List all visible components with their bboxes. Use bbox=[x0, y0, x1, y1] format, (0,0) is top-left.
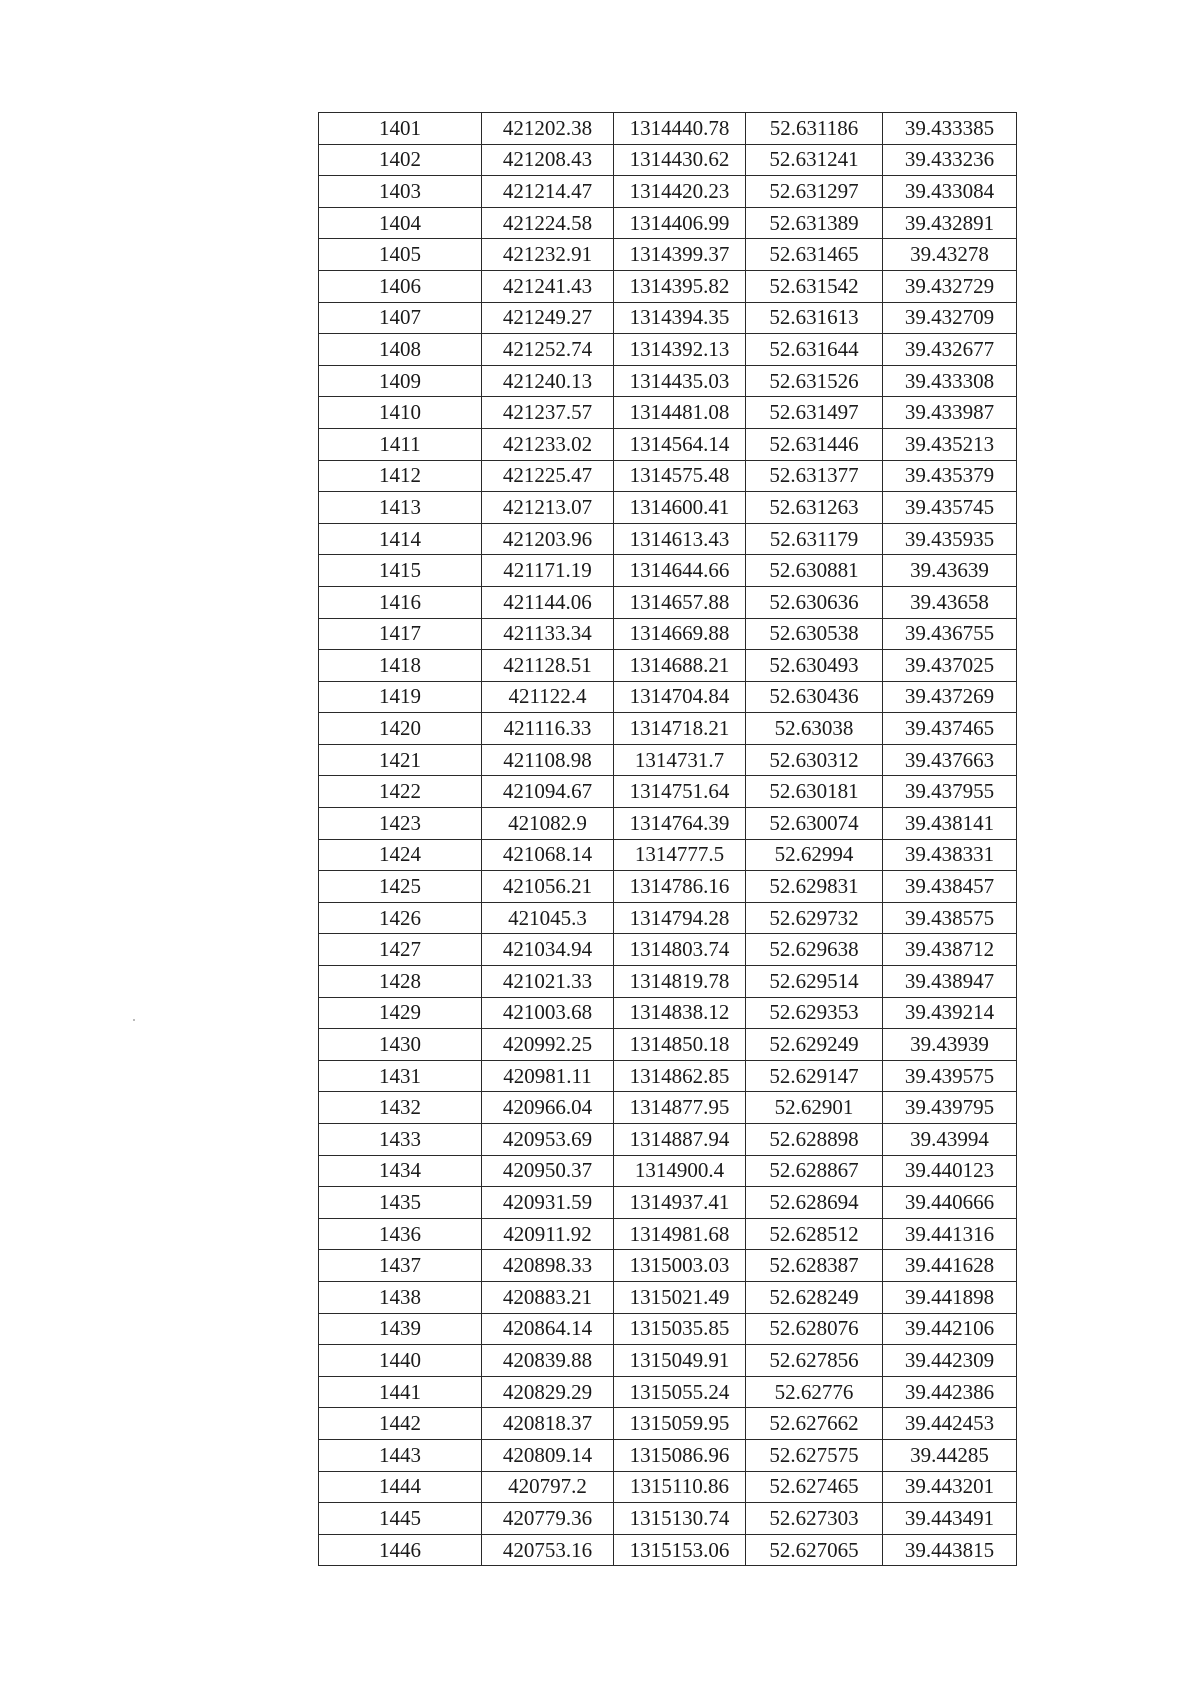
longitude-cell: 39.438712 bbox=[883, 934, 1017, 966]
point-number-cell: 1426 bbox=[319, 902, 482, 934]
y-coordinate-cell: 1314838.12 bbox=[614, 997, 746, 1029]
x-coordinate-cell: 420966.04 bbox=[482, 1092, 614, 1124]
longitude-cell: 39.438141 bbox=[883, 808, 1017, 840]
table-row bbox=[319, 428, 1017, 460]
table-row bbox=[319, 1187, 1017, 1219]
y-coordinate-cell: 1314657.88 bbox=[614, 586, 746, 618]
latitude-cell: 52.63038 bbox=[746, 713, 883, 745]
y-coordinate-cell: 1314794.28 bbox=[614, 902, 746, 934]
x-coordinate-cell: 421202.38 bbox=[482, 113, 614, 145]
x-coordinate-cell: 420992.25 bbox=[482, 1029, 614, 1061]
point-number-cell: 1430 bbox=[319, 1029, 482, 1061]
x-coordinate-cell: 420864.14 bbox=[482, 1313, 614, 1345]
point-number-cell: 1415 bbox=[319, 555, 482, 587]
longitude-cell: 39.43939 bbox=[883, 1029, 1017, 1061]
coordinates-table bbox=[318, 112, 1017, 1566]
longitude-cell: 39.43994 bbox=[883, 1124, 1017, 1156]
latitude-cell: 52.630312 bbox=[746, 744, 883, 776]
x-coordinate-cell: 421241.43 bbox=[482, 270, 614, 302]
x-coordinate-cell: 420981.11 bbox=[482, 1060, 614, 1092]
x-coordinate-cell: 421094.67 bbox=[482, 776, 614, 808]
longitude-cell: 39.438331 bbox=[883, 839, 1017, 871]
y-coordinate-cell: 1314981.68 bbox=[614, 1218, 746, 1250]
longitude-cell: 39.432729 bbox=[883, 270, 1017, 302]
x-coordinate-cell: 421045.3 bbox=[482, 902, 614, 934]
point-number-cell: 1432 bbox=[319, 1092, 482, 1124]
x-coordinate-cell: 421224.58 bbox=[482, 207, 614, 239]
x-coordinate-cell: 421208.43 bbox=[482, 144, 614, 176]
table-row bbox=[319, 1029, 1017, 1061]
y-coordinate-cell: 1314786.16 bbox=[614, 871, 746, 903]
point-number-cell: 1403 bbox=[319, 176, 482, 208]
y-coordinate-cell: 1314481.08 bbox=[614, 397, 746, 429]
latitude-cell: 52.631389 bbox=[746, 207, 883, 239]
table-row bbox=[319, 966, 1017, 998]
point-number-cell: 1442 bbox=[319, 1408, 482, 1440]
table-row bbox=[319, 650, 1017, 682]
x-coordinate-cell: 420898.33 bbox=[482, 1250, 614, 1282]
longitude-cell: 39.437269 bbox=[883, 681, 1017, 713]
longitude-cell: 39.443201 bbox=[883, 1471, 1017, 1503]
latitude-cell: 52.630493 bbox=[746, 650, 883, 682]
point-number-cell: 1402 bbox=[319, 144, 482, 176]
y-coordinate-cell: 1314644.66 bbox=[614, 555, 746, 587]
point-number-cell: 1405 bbox=[319, 239, 482, 271]
point-number-cell: 1413 bbox=[319, 492, 482, 524]
table-row bbox=[319, 902, 1017, 934]
latitude-cell: 52.629249 bbox=[746, 1029, 883, 1061]
longitude-cell: 39.435745 bbox=[883, 492, 1017, 524]
longitude-cell: 39.439575 bbox=[883, 1060, 1017, 1092]
x-coordinate-cell: 421082.9 bbox=[482, 808, 614, 840]
longitude-cell: 39.442453 bbox=[883, 1408, 1017, 1440]
y-coordinate-cell: 1314395.82 bbox=[614, 270, 746, 302]
point-number-cell: 1428 bbox=[319, 966, 482, 998]
latitude-cell: 52.631186 bbox=[746, 113, 883, 145]
longitude-cell: 39.443491 bbox=[883, 1503, 1017, 1535]
y-coordinate-cell: 1314669.88 bbox=[614, 618, 746, 650]
point-number-cell: 1401 bbox=[319, 113, 482, 145]
point-number-cell: 1431 bbox=[319, 1060, 482, 1092]
latitude-cell: 52.631465 bbox=[746, 239, 883, 271]
longitude-cell: 39.437663 bbox=[883, 744, 1017, 776]
longitude-cell: 39.442386 bbox=[883, 1376, 1017, 1408]
table-row bbox=[319, 808, 1017, 840]
x-coordinate-cell: 421056.21 bbox=[482, 871, 614, 903]
x-coordinate-cell: 421068.14 bbox=[482, 839, 614, 871]
table-row bbox=[319, 207, 1017, 239]
longitude-cell: 39.439214 bbox=[883, 997, 1017, 1029]
x-coordinate-cell: 420931.59 bbox=[482, 1187, 614, 1219]
latitude-cell: 52.630636 bbox=[746, 586, 883, 618]
y-coordinate-cell: 1315153.06 bbox=[614, 1534, 746, 1566]
latitude-cell: 52.627575 bbox=[746, 1439, 883, 1471]
latitude-cell: 52.627465 bbox=[746, 1471, 883, 1503]
x-coordinate-cell: 421225.47 bbox=[482, 460, 614, 492]
x-coordinate-cell: 421203.96 bbox=[482, 523, 614, 555]
latitude-cell: 52.62776 bbox=[746, 1376, 883, 1408]
point-number-cell: 1420 bbox=[319, 713, 482, 745]
longitude-cell: 39.442309 bbox=[883, 1345, 1017, 1377]
point-number-cell: 1407 bbox=[319, 302, 482, 334]
longitude-cell: 39.438575 bbox=[883, 902, 1017, 934]
point-number-cell: 1417 bbox=[319, 618, 482, 650]
latitude-cell: 52.628249 bbox=[746, 1281, 883, 1313]
table-row bbox=[319, 1218, 1017, 1250]
x-coordinate-cell: 420818.37 bbox=[482, 1408, 614, 1440]
point-number-cell: 1418 bbox=[319, 650, 482, 682]
longitude-cell: 39.441898 bbox=[883, 1281, 1017, 1313]
table-row bbox=[319, 1376, 1017, 1408]
table-row bbox=[319, 871, 1017, 903]
longitude-cell: 39.43278 bbox=[883, 239, 1017, 271]
x-coordinate-cell: 420779.36 bbox=[482, 1503, 614, 1535]
latitude-cell: 52.629514 bbox=[746, 966, 883, 998]
x-coordinate-cell: 421249.27 bbox=[482, 302, 614, 334]
point-number-cell: 1422 bbox=[319, 776, 482, 808]
y-coordinate-cell: 1314392.13 bbox=[614, 334, 746, 366]
y-coordinate-cell: 1314937.41 bbox=[614, 1187, 746, 1219]
table-row bbox=[319, 523, 1017, 555]
y-coordinate-cell: 1314764.39 bbox=[614, 808, 746, 840]
point-number-cell: 1419 bbox=[319, 681, 482, 713]
longitude-cell: 39.432709 bbox=[883, 302, 1017, 334]
latitude-cell: 52.631179 bbox=[746, 523, 883, 555]
latitude-cell: 52.631526 bbox=[746, 365, 883, 397]
point-number-cell: 1445 bbox=[319, 1503, 482, 1535]
scan-speck bbox=[133, 1019, 135, 1021]
longitude-cell: 39.433236 bbox=[883, 144, 1017, 176]
table-row bbox=[319, 555, 1017, 587]
latitude-cell: 52.628694 bbox=[746, 1187, 883, 1219]
table-row bbox=[319, 1155, 1017, 1187]
y-coordinate-cell: 1315021.49 bbox=[614, 1281, 746, 1313]
y-coordinate-cell: 1315086.96 bbox=[614, 1439, 746, 1471]
point-number-cell: 1440 bbox=[319, 1345, 482, 1377]
longitude-cell: 39.438457 bbox=[883, 871, 1017, 903]
longitude-cell: 39.438947 bbox=[883, 966, 1017, 998]
table-row bbox=[319, 144, 1017, 176]
x-coordinate-cell: 420911.92 bbox=[482, 1218, 614, 1250]
table-row bbox=[319, 1408, 1017, 1440]
latitude-cell: 52.628867 bbox=[746, 1155, 883, 1187]
y-coordinate-cell: 1315059.95 bbox=[614, 1408, 746, 1440]
point-number-cell: 1429 bbox=[319, 997, 482, 1029]
latitude-cell: 52.62994 bbox=[746, 839, 883, 871]
table-row bbox=[319, 397, 1017, 429]
table-row bbox=[319, 744, 1017, 776]
table-row bbox=[319, 1124, 1017, 1156]
latitude-cell: 52.629353 bbox=[746, 997, 883, 1029]
latitude-cell: 52.630881 bbox=[746, 555, 883, 587]
x-coordinate-cell: 421237.57 bbox=[482, 397, 614, 429]
x-coordinate-cell: 420839.88 bbox=[482, 1345, 614, 1377]
x-coordinate-cell: 420797.2 bbox=[482, 1471, 614, 1503]
y-coordinate-cell: 1314819.78 bbox=[614, 966, 746, 998]
table-row bbox=[319, 1281, 1017, 1313]
table-row bbox=[319, 302, 1017, 334]
y-coordinate-cell: 1314731.7 bbox=[614, 744, 746, 776]
table-row bbox=[319, 618, 1017, 650]
coordinates-table-body bbox=[319, 113, 1017, 1566]
x-coordinate-cell: 421021.33 bbox=[482, 966, 614, 998]
latitude-cell: 52.631644 bbox=[746, 334, 883, 366]
point-number-cell: 1421 bbox=[319, 744, 482, 776]
longitude-cell: 39.440123 bbox=[883, 1155, 1017, 1187]
longitude-cell: 39.433308 bbox=[883, 365, 1017, 397]
longitude-cell: 39.439795 bbox=[883, 1092, 1017, 1124]
latitude-cell: 52.631542 bbox=[746, 270, 883, 302]
point-number-cell: 1443 bbox=[319, 1439, 482, 1471]
table-row bbox=[319, 460, 1017, 492]
longitude-cell: 39.43639 bbox=[883, 555, 1017, 587]
latitude-cell: 52.627856 bbox=[746, 1345, 883, 1377]
longitude-cell: 39.441316 bbox=[883, 1218, 1017, 1250]
point-number-cell: 1433 bbox=[319, 1124, 482, 1156]
x-coordinate-cell: 420950.37 bbox=[482, 1155, 614, 1187]
latitude-cell: 52.631446 bbox=[746, 428, 883, 460]
table-row bbox=[319, 365, 1017, 397]
longitude-cell: 39.435935 bbox=[883, 523, 1017, 555]
table-row bbox=[319, 1534, 1017, 1566]
x-coordinate-cell: 421233.02 bbox=[482, 428, 614, 460]
y-coordinate-cell: 1314430.62 bbox=[614, 144, 746, 176]
latitude-cell: 52.631297 bbox=[746, 176, 883, 208]
table-row bbox=[319, 681, 1017, 713]
latitude-cell: 52.630538 bbox=[746, 618, 883, 650]
point-number-cell: 1427 bbox=[319, 934, 482, 966]
y-coordinate-cell: 1314399.37 bbox=[614, 239, 746, 271]
table-row bbox=[319, 1439, 1017, 1471]
latitude-cell: 52.627065 bbox=[746, 1534, 883, 1566]
latitude-cell: 52.628076 bbox=[746, 1313, 883, 1345]
y-coordinate-cell: 1314435.03 bbox=[614, 365, 746, 397]
x-coordinate-cell: 420953.69 bbox=[482, 1124, 614, 1156]
latitude-cell: 52.630074 bbox=[746, 808, 883, 840]
table-row bbox=[319, 1250, 1017, 1282]
latitude-cell: 52.628387 bbox=[746, 1250, 883, 1282]
point-number-cell: 1408 bbox=[319, 334, 482, 366]
x-coordinate-cell: 421214.47 bbox=[482, 176, 614, 208]
latitude-cell: 52.631263 bbox=[746, 492, 883, 524]
y-coordinate-cell: 1314900.4 bbox=[614, 1155, 746, 1187]
latitude-cell: 52.62901 bbox=[746, 1092, 883, 1124]
point-number-cell: 1444 bbox=[319, 1471, 482, 1503]
longitude-cell: 39.435379 bbox=[883, 460, 1017, 492]
y-coordinate-cell: 1314406.99 bbox=[614, 207, 746, 239]
x-coordinate-cell: 421128.51 bbox=[482, 650, 614, 682]
point-number-cell: 1404 bbox=[319, 207, 482, 239]
x-coordinate-cell: 421034.94 bbox=[482, 934, 614, 966]
longitude-cell: 39.43658 bbox=[883, 586, 1017, 618]
longitude-cell: 39.436755 bbox=[883, 618, 1017, 650]
x-coordinate-cell: 421252.74 bbox=[482, 334, 614, 366]
y-coordinate-cell: 1314613.43 bbox=[614, 523, 746, 555]
latitude-cell: 52.629638 bbox=[746, 934, 883, 966]
longitude-cell: 39.442106 bbox=[883, 1313, 1017, 1345]
longitude-cell: 39.432677 bbox=[883, 334, 1017, 366]
x-coordinate-cell: 420829.29 bbox=[482, 1376, 614, 1408]
point-number-cell: 1409 bbox=[319, 365, 482, 397]
latitude-cell: 52.630181 bbox=[746, 776, 883, 808]
x-coordinate-cell: 421232.91 bbox=[482, 239, 614, 271]
y-coordinate-cell: 1314600.41 bbox=[614, 492, 746, 524]
longitude-cell: 39.44285 bbox=[883, 1439, 1017, 1471]
longitude-cell: 39.433084 bbox=[883, 176, 1017, 208]
x-coordinate-cell: 421171.19 bbox=[482, 555, 614, 587]
y-coordinate-cell: 1314718.21 bbox=[614, 713, 746, 745]
longitude-cell: 39.443815 bbox=[883, 1534, 1017, 1566]
latitude-cell: 52.630436 bbox=[746, 681, 883, 713]
y-coordinate-cell: 1314777.5 bbox=[614, 839, 746, 871]
y-coordinate-cell: 1314887.94 bbox=[614, 1124, 746, 1156]
y-coordinate-cell: 1314420.23 bbox=[614, 176, 746, 208]
longitude-cell: 39.440666 bbox=[883, 1187, 1017, 1219]
x-coordinate-cell: 420809.14 bbox=[482, 1439, 614, 1471]
latitude-cell: 52.629732 bbox=[746, 902, 883, 934]
y-coordinate-cell: 1314850.18 bbox=[614, 1029, 746, 1061]
y-coordinate-cell: 1314575.48 bbox=[614, 460, 746, 492]
table-row bbox=[319, 839, 1017, 871]
y-coordinate-cell: 1314803.74 bbox=[614, 934, 746, 966]
point-number-cell: 1410 bbox=[319, 397, 482, 429]
point-number-cell: 1439 bbox=[319, 1313, 482, 1345]
point-number-cell: 1411 bbox=[319, 428, 482, 460]
y-coordinate-cell: 1315110.86 bbox=[614, 1471, 746, 1503]
point-number-cell: 1446 bbox=[319, 1534, 482, 1566]
table-row bbox=[319, 586, 1017, 618]
latitude-cell: 52.628898 bbox=[746, 1124, 883, 1156]
x-coordinate-cell: 421116.33 bbox=[482, 713, 614, 745]
table-row bbox=[319, 713, 1017, 745]
latitude-cell: 52.631241 bbox=[746, 144, 883, 176]
x-coordinate-cell: 421133.34 bbox=[482, 618, 614, 650]
table-row bbox=[319, 113, 1017, 145]
point-number-cell: 1438 bbox=[319, 1281, 482, 1313]
latitude-cell: 52.627662 bbox=[746, 1408, 883, 1440]
table-row bbox=[319, 1345, 1017, 1377]
longitude-cell: 39.433987 bbox=[883, 397, 1017, 429]
table-row bbox=[319, 934, 1017, 966]
longitude-cell: 39.437955 bbox=[883, 776, 1017, 808]
point-number-cell: 1441 bbox=[319, 1376, 482, 1408]
point-number-cell: 1435 bbox=[319, 1187, 482, 1219]
x-coordinate-cell: 421213.07 bbox=[482, 492, 614, 524]
y-coordinate-cell: 1314564.14 bbox=[614, 428, 746, 460]
table-row bbox=[319, 1503, 1017, 1535]
table-row bbox=[319, 1060, 1017, 1092]
y-coordinate-cell: 1314751.64 bbox=[614, 776, 746, 808]
latitude-cell: 52.628512 bbox=[746, 1218, 883, 1250]
y-coordinate-cell: 1314704.84 bbox=[614, 681, 746, 713]
y-coordinate-cell: 1314688.21 bbox=[614, 650, 746, 682]
table-row bbox=[319, 334, 1017, 366]
table-row bbox=[319, 492, 1017, 524]
table-row bbox=[319, 270, 1017, 302]
point-number-cell: 1436 bbox=[319, 1218, 482, 1250]
longitude-cell: 39.437025 bbox=[883, 650, 1017, 682]
table-row bbox=[319, 239, 1017, 271]
longitude-cell: 39.435213 bbox=[883, 428, 1017, 460]
x-coordinate-cell: 421240.13 bbox=[482, 365, 614, 397]
point-number-cell: 1425 bbox=[319, 871, 482, 903]
longitude-cell: 39.437465 bbox=[883, 713, 1017, 745]
point-number-cell: 1434 bbox=[319, 1155, 482, 1187]
point-number-cell: 1416 bbox=[319, 586, 482, 618]
latitude-cell: 52.627303 bbox=[746, 1503, 883, 1535]
point-number-cell: 1424 bbox=[319, 839, 482, 871]
point-number-cell: 1406 bbox=[319, 270, 482, 302]
y-coordinate-cell: 1314877.95 bbox=[614, 1092, 746, 1124]
x-coordinate-cell: 421108.98 bbox=[482, 744, 614, 776]
longitude-cell: 39.432891 bbox=[883, 207, 1017, 239]
y-coordinate-cell: 1314440.78 bbox=[614, 113, 746, 145]
table-row bbox=[319, 776, 1017, 808]
longitude-cell: 39.441628 bbox=[883, 1250, 1017, 1282]
x-coordinate-cell: 421003.68 bbox=[482, 997, 614, 1029]
y-coordinate-cell: 1314394.35 bbox=[614, 302, 746, 334]
point-number-cell: 1412 bbox=[319, 460, 482, 492]
table-row bbox=[319, 997, 1017, 1029]
y-coordinate-cell: 1315035.85 bbox=[614, 1313, 746, 1345]
point-number-cell: 1423 bbox=[319, 808, 482, 840]
y-coordinate-cell: 1314862.85 bbox=[614, 1060, 746, 1092]
point-number-cell: 1437 bbox=[319, 1250, 482, 1282]
table-row bbox=[319, 176, 1017, 208]
latitude-cell: 52.629147 bbox=[746, 1060, 883, 1092]
table-row bbox=[319, 1313, 1017, 1345]
latitude-cell: 52.629831 bbox=[746, 871, 883, 903]
longitude-cell: 39.433385 bbox=[883, 113, 1017, 145]
table-row bbox=[319, 1471, 1017, 1503]
x-coordinate-cell: 421144.06 bbox=[482, 586, 614, 618]
y-coordinate-cell: 1315130.74 bbox=[614, 1503, 746, 1535]
x-coordinate-cell: 420883.21 bbox=[482, 1281, 614, 1313]
point-number-cell: 1414 bbox=[319, 523, 482, 555]
latitude-cell: 52.631497 bbox=[746, 397, 883, 429]
y-coordinate-cell: 1315049.91 bbox=[614, 1345, 746, 1377]
y-coordinate-cell: 1315055.24 bbox=[614, 1376, 746, 1408]
x-coordinate-cell: 420753.16 bbox=[482, 1534, 614, 1566]
y-coordinate-cell: 1315003.03 bbox=[614, 1250, 746, 1282]
x-coordinate-cell: 421122.4 bbox=[482, 681, 614, 713]
latitude-cell: 52.631613 bbox=[746, 302, 883, 334]
latitude-cell: 52.631377 bbox=[746, 460, 883, 492]
table-row bbox=[319, 1092, 1017, 1124]
